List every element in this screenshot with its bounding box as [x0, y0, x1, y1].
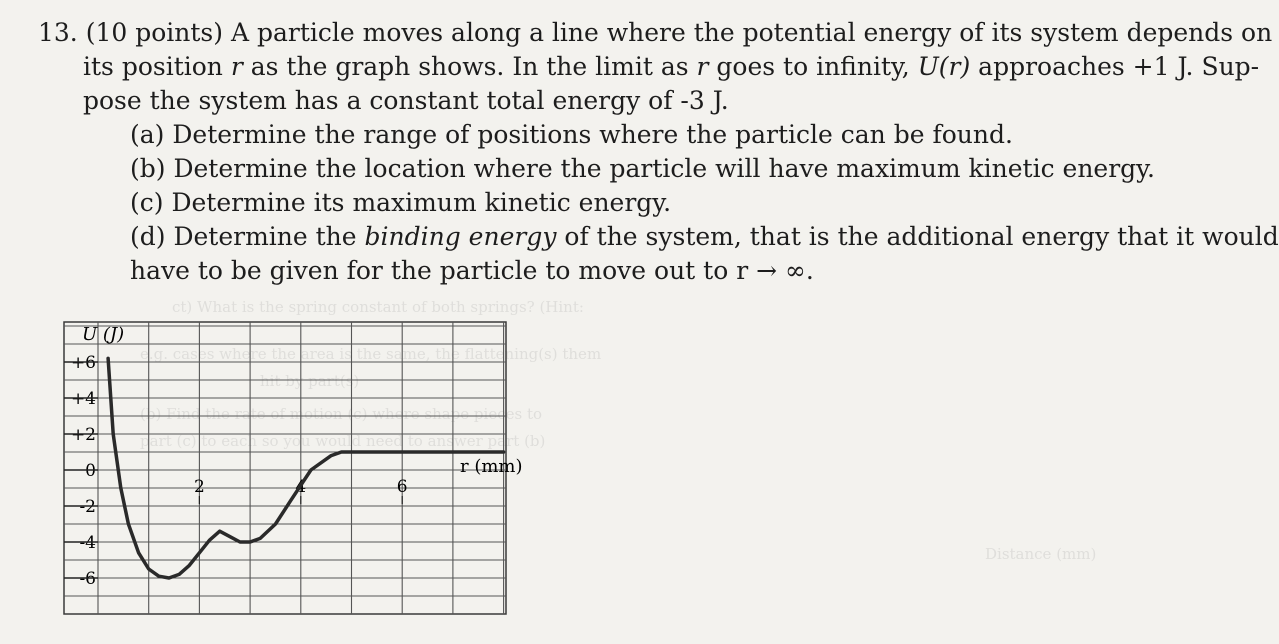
intro-text: as the graph shows. In the limit as: [242, 52, 697, 81]
intro-text: approaches +1 J. Sup-: [970, 52, 1260, 81]
ghost-line: ct) What is the spring constant of both springs? (Hint:: [172, 298, 584, 316]
problem-points: (10 points): [85, 18, 224, 47]
func-u-of-r: U(r): [917, 52, 971, 81]
y-tick-label: +6: [70, 353, 96, 373]
ghost-line: e.g. cases where the area is the same, the flattening(s) them: [140, 345, 602, 363]
x-axis-label: r (mm): [460, 456, 523, 477]
x-tick-label: 2: [193, 477, 205, 497]
y-tick-label: +4: [70, 389, 96, 409]
y-axis-label: U (J): [82, 324, 125, 345]
chart-border: [64, 322, 506, 614]
intro-text: its position: [83, 52, 231, 81]
potential-energy-graph: [46, 318, 523, 618]
part-d: [38, 220, 1279, 254]
ghost-line: hit by part(s): [260, 372, 360, 390]
problem-number: 13.: [38, 18, 78, 47]
problem-intro-1: A particle moves along a line where the potential energy of its system depends on: [230, 18, 1273, 47]
y-tick-label: +2: [70, 425, 96, 445]
y-tick-label: -2: [79, 497, 96, 517]
chart-grid: [64, 322, 506, 614]
part-d-text: (d) Determine the: [130, 222, 365, 251]
intro-text: goes to infinity,: [708, 52, 918, 81]
potential-energy-chart: [46, 318, 523, 618]
var-r: r: [230, 52, 243, 81]
x-tick-label: 4: [295, 477, 307, 497]
chart-ticks: [64, 353, 408, 589]
y-tick-label: 0: [85, 461, 96, 481]
ghost-line: part (c) to each so you would need to answer part (b): [140, 432, 546, 450]
problem-13: [38, 16, 1279, 288]
problem-line-1: [38, 16, 1273, 50]
x-tick-label: 6: [396, 477, 408, 497]
ghost-line: Distance (mm): [985, 545, 1097, 563]
part-d-line-2: have to be given for the particle to move out to r → ∞.: [130, 256, 814, 285]
y-tick-label: -6: [79, 569, 96, 589]
part-b: (b) Determine the location where the particle will have maximum kinetic energy.: [130, 154, 1155, 183]
part-d-text: of the system, that is the additional energy that it would: [556, 222, 1279, 251]
part-a: (a) Determine the range of positions where the particle can be found.: [130, 120, 1013, 149]
u-of-r-curve: [108, 358, 504, 578]
binding-energy-emphasis: binding energy: [364, 222, 557, 251]
y-tick-label: -4: [79, 533, 96, 553]
problem-line-3: pose the system has a constant total energy of -3 J.: [83, 86, 729, 115]
part-c: (c) Determine its maximum kinetic energy.: [130, 188, 672, 217]
var-r: r: [696, 52, 709, 81]
ghost-line: (b) Find the rate of motion (c) where shape pieces to: [140, 405, 543, 423]
problem-line-2: [38, 50, 1260, 84]
